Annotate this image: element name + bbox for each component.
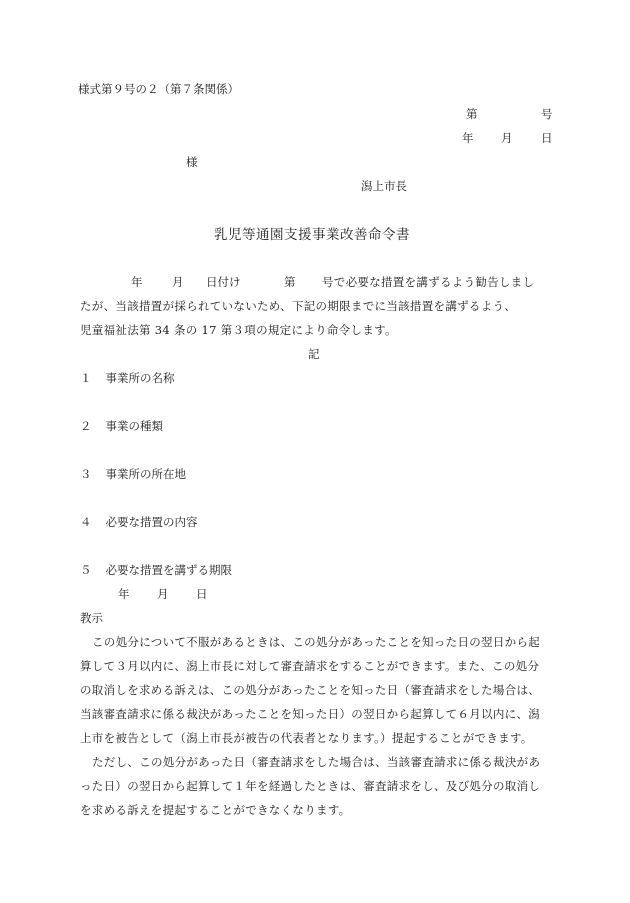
item-4 (80, 517, 198, 529)
deadline-day: 日 (196, 587, 208, 601)
item-number: ５ (80, 563, 92, 577)
item-number: ３ (80, 467, 92, 481)
item-number: １ (80, 371, 92, 385)
doc-number-suffix: 号 (541, 107, 553, 121)
document-title: 乳児等通園支援事業改善命令書 (214, 227, 410, 243)
body-line2: たが、当該措置が採られていないため、下記の期限までに当該措置を講ずるよう、 (80, 299, 517, 313)
notice-line: った日）の翌日から起算して１年を経過したときは、審査請求をし、及び処分の取消し (80, 779, 541, 793)
form-number: 様式第９号の２（第７条関係） (78, 82, 239, 96)
item-label: 必要な措置を講ずる期限 (105, 563, 232, 577)
date-year-label: 年 (462, 131, 474, 145)
body-month: 月 (172, 275, 184, 289)
notice-line: この処分について不服があるときは、この処分があったことを知った日の翌日から起 (92, 635, 541, 649)
item-number: ２ (80, 419, 92, 433)
date-day-label: 日 (541, 131, 553, 145)
body-year: 年 (131, 275, 143, 289)
item-label: 必要な措置の内容 (105, 515, 198, 529)
deadline-month: 月 (157, 587, 169, 601)
date-month-label: 月 (501, 131, 513, 145)
body-line3: 児童福祉法第 34 条の 17 第３項の規定により命令します。 (80, 323, 397, 337)
addressee-suffix: 様 (186, 155, 198, 169)
item-2 (80, 421, 163, 433)
notice-line: を求める訴えを提起することができなくなります。 (80, 803, 351, 817)
notice-heading: 教示 (80, 611, 103, 625)
body-line1-rest: 号で必要な措置を講ずるよう勧告しまし (322, 275, 535, 289)
body-no: 第 (284, 275, 296, 289)
doc-number-prefix: 第 (466, 107, 478, 121)
item-label: 事業の種類 (105, 419, 163, 433)
notice-line: の取消しを求める訴えは、この処分があったことを知った日（審査請求をした場合は、 (80, 683, 541, 697)
issuer: 潟上市長 (361, 179, 407, 193)
body-date: 日付け (206, 275, 241, 289)
notice-line: 当該審査請求に係る裁決があったことを知った日）の翌日から起算して６月以内に、潟 (80, 707, 541, 721)
item-label: 事業所の所在地 (105, 467, 186, 481)
item-label: 事業所の名称 (105, 371, 175, 385)
notice-line: 上市を被告として（潟上市長が被告の代表者となります。）提起することができます。 (80, 731, 533, 745)
notice-line: 算して３月以内に、潟上市長に対して審査請求をすることができます。また、この処分 (80, 659, 540, 673)
item-5 (80, 565, 232, 577)
deadline-year: 年 (118, 587, 130, 601)
notice-line: ただし、この処分があった日（審査請求をした場合は、当該審査請求に係る裁決があ (92, 755, 541, 769)
item-number: ４ (80, 515, 92, 529)
item-3 (80, 469, 186, 481)
ki-marker: 記 (308, 347, 320, 361)
item-1 (80, 373, 175, 385)
